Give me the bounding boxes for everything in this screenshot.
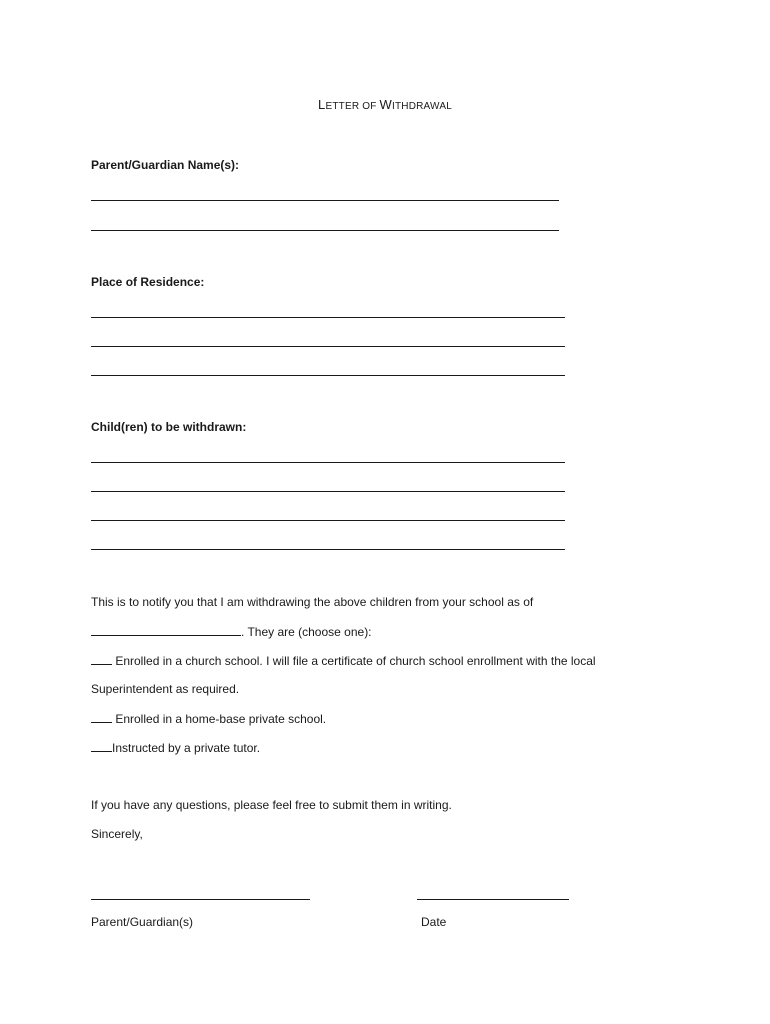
option-home-school-blank[interactable] [91,711,112,723]
date-signature-line[interactable] [417,899,569,900]
residence-line-2[interactable] [91,346,565,347]
option-church-school-continued: Superintendent as required. [91,682,240,696]
notify-text: This is to notify you that I am withdrawing the above children from your school as of [91,595,534,609]
parent-guardian-label: Parent/Guardian Name(s): [91,158,240,172]
option-church-school-text: Enrolled in a church school. I will file a certificate of church school enrollment with the local [112,654,596,668]
parent-name-line-2[interactable] [91,230,559,231]
title-cap-l: L [318,97,326,112]
they-are-text: . They are (choose one): [241,625,372,639]
children-label: Child(ren) to be withdrawn: [91,420,247,434]
option-church-school [91,653,596,668]
option-home-school [91,711,326,726]
date-of-withdrawal-row [91,624,372,639]
closing-text: Sincerely, [91,827,143,841]
option-private-tutor [91,740,260,755]
children-line-4[interactable] [91,549,565,550]
children-line-2[interactable] [91,491,565,492]
option-private-tutor-blank[interactable] [91,740,112,752]
parent-signature-label: Parent/Guardian(s) [91,915,194,929]
title-cap-w: W [379,97,392,112]
parent-name-line-1[interactable] [91,200,559,201]
date-signature-label: Date [421,915,447,929]
option-church-school-blank[interactable] [91,653,112,665]
option-private-tutor-text: Instructed by a private tutor. [112,741,261,755]
children-line-1[interactable] [91,462,565,463]
residence-line-1[interactable] [91,317,565,318]
withdrawal-date-blank[interactable] [91,624,241,636]
title-rest-1: ETTER OF [325,101,380,112]
document-title [0,97,770,112]
children-line-3[interactable] [91,520,565,521]
title-rest-2: ITHDRAWAL [392,101,452,112]
residence-line-3[interactable] [91,375,565,376]
questions-text: If you have any questions, please feel free to submit them in writing. [91,798,452,812]
parent-signature-line[interactable] [91,899,310,900]
residence-label: Place of Residence: [91,275,205,289]
option-home-school-text: Enrolled in a home-base private school. [112,712,327,726]
